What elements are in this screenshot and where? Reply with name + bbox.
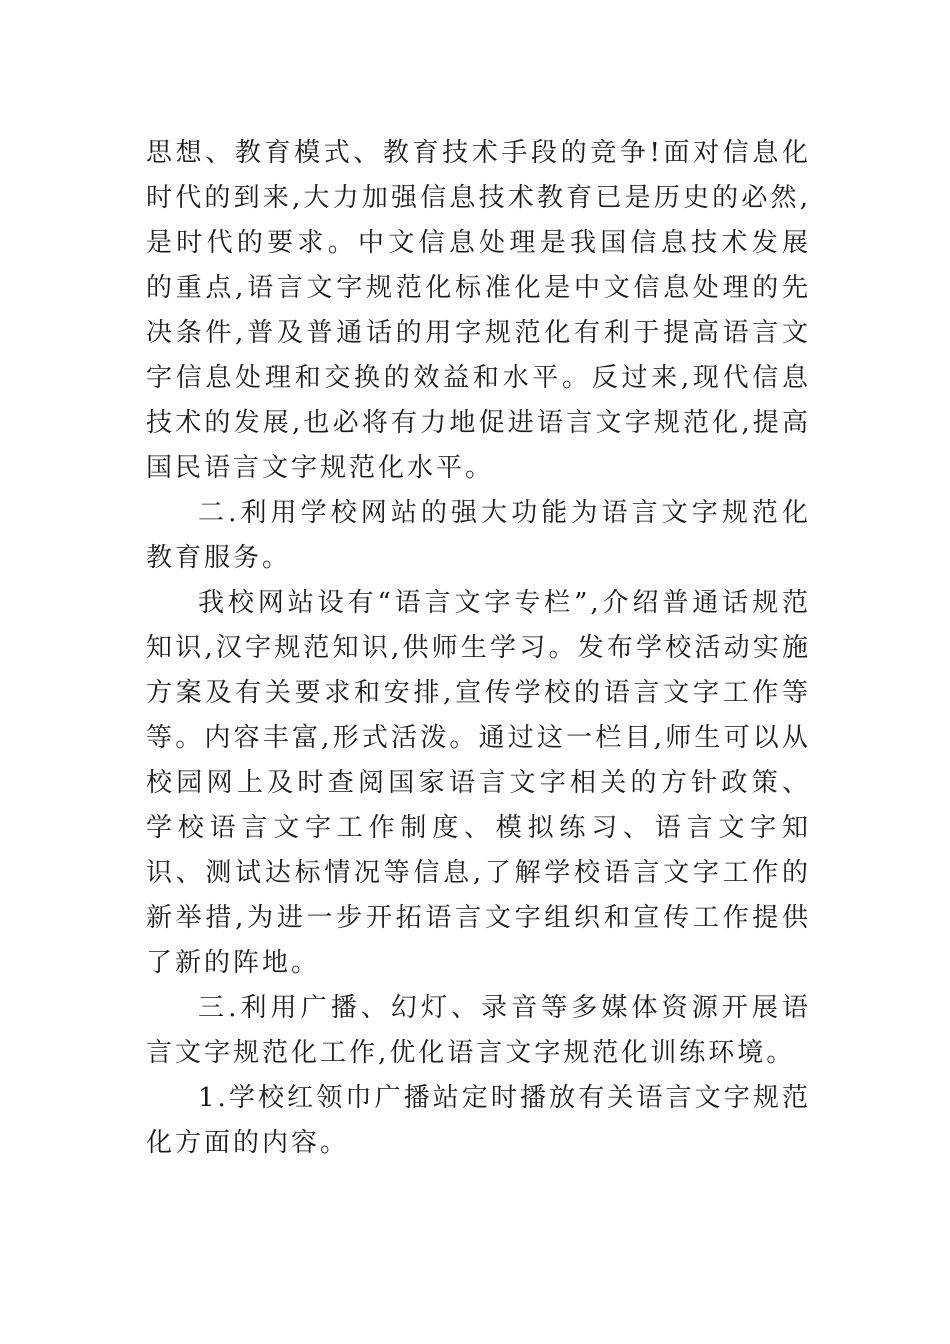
- list-item-1: 1.学校红领巾广播站定时播放有关语言文字规范化方面的内容。: [146, 1083, 811, 1158]
- document-body: [146, 131, 811, 1166]
- section-heading-3: 三.利用广播、幻灯、录音等多媒体资源开展语言文字规范化工作,优化语言文字规范化训练环境。: [146, 993, 811, 1068]
- paragraph-intro-continuation: 思想、教育模式、教育技术手段的竞争!面对信息化时代的到来,大力加强信息技术教育已是历史的必然,是时代的要求。中文信息处理是我国信息技术发展的重点,语言文字规范化标准化是中文信息处理的先决条件,普及普通话的用字规范化有利于提高语言文字信息处理和交换的效益和水平。反过来,现代信息技术的发展,也必将有力地促进语言文字规范化,提高国民语言文字规范化水平。: [146, 138, 811, 483]
- section-heading-2: 二.利用学校网站的强大功能为语言文字规范化教育服务。: [146, 498, 811, 573]
- paragraph-website-column: 我校网站设有“语言文字专栏”,介绍普通话规范知识,汉字规范知识,供师生学习。发布学校活动实施方案及有关要求和安排,宣传学校的语言文字工作等等。内容丰富,形式活泼。通过这一栏目,师生可以从校园网上及时查阅国家语言文字相关的方针政策、学校语言文字工作制度、模拟练习、语言文字知识、测试达标情况等信息,了解学校语言文字工作的新举措,为进一步开拓语言文字组织和宣传工作提供了新的阵地。: [146, 588, 811, 978]
